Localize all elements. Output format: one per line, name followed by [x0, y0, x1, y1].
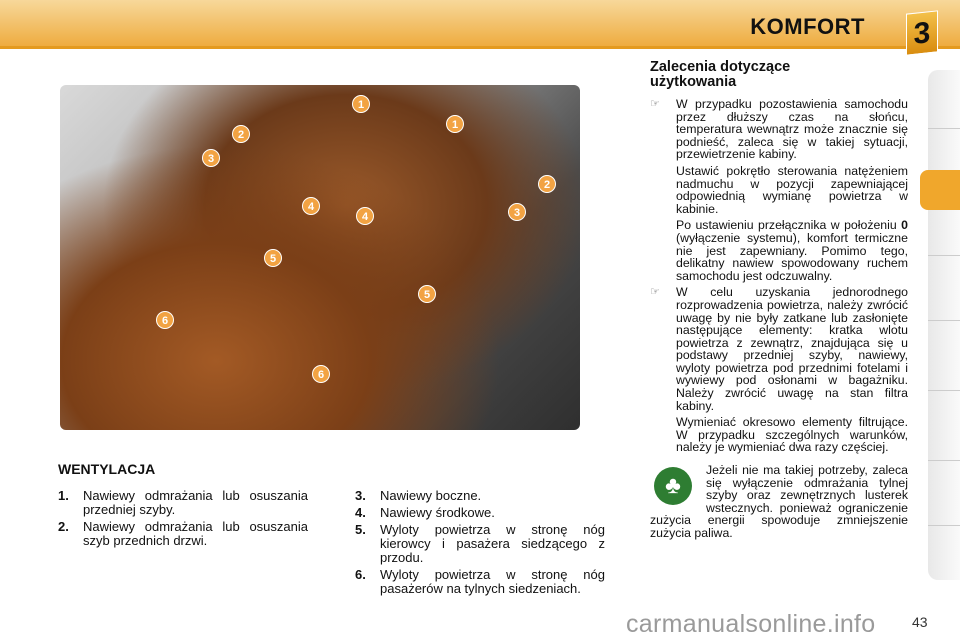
paragraph — [650, 219, 908, 282]
page-number: 43 — [912, 614, 928, 630]
vent-marker: 6 — [156, 311, 174, 329]
list-item: 6. Wyloty powietrza w stronę nóg pasażerów na tylnych siedzeniach. — [355, 567, 605, 596]
bullet-text: W przypadku pozostawienia samochodu przez dłuższy czas na słońcu, temperatura wewnątrz może znacznie się podnieść, zaleca się w takiej sytuacji, przewietrzenie kabiny. — [676, 97, 908, 162]
bullet-text: W celu uzyskania jednorodnego rozprowadzenia powietrza, należy zwrócić uwagę by nie były zatkane lub zasłonięte następujące elementy: kratka wlotu powietrza z zewnątrz, znajdująca się u podstawy przedniej szyby, nawiewy, wyloty powietrza pod przednimi fotelami i wywiewy pod osłonami w bagażniku. Należy zwrócić uwagę na stan filtra kabiny. — [676, 285, 908, 413]
vent-list-right — [355, 489, 605, 599]
pointing-hand-icon: ☞ — [650, 98, 660, 110]
recommendations-column — [650, 60, 908, 540]
list-item: 2. Nawiewy odmrażania lub osuszania szyb przednich drzwi. — [58, 519, 308, 548]
tree-eco-icon: ♣ — [654, 467, 692, 505]
paragraph: Wymieniać okresowo elementy filtrujące. W przypadku szczególnych warunków, należy je wymieniać dwa razy częściej. — [676, 415, 908, 455]
vent-marker: 5 — [264, 249, 282, 267]
section-heading: Zalecenia dotyczące użytkowania — [650, 59, 791, 90]
chapter-tab-active[interactable] — [920, 170, 960, 210]
vent-marker: 5 — [418, 285, 436, 303]
vent-marker: 2 — [538, 175, 556, 193]
vent-marker: 1 — [352, 95, 370, 113]
paragraph: Ustawić pokrętło sterowania natężeniem nadmuchu w pozycji zapewniającej odpowiednią wymianę powietrza w kabinie. — [676, 163, 908, 216]
vent-marker: 6 — [312, 365, 330, 383]
text: Po ustawieniu przełącznika w położeniu — [676, 218, 897, 233]
chapter-tabs — [928, 70, 960, 580]
vent-list-left — [58, 489, 308, 551]
text-bold: 0 — [901, 218, 909, 233]
car-interior-illustration — [60, 85, 580, 430]
vent-marker: 3 — [508, 203, 526, 221]
pointing-hand-icon: ☞ — [650, 286, 660, 299]
chapter-title: KOMFORT — [750, 14, 865, 39]
list-item: 5. Wyloty powietrza w stronę nóg kierowcy i pasażera siedzącego z przodu. — [355, 522, 605, 565]
vent-marker: 1 — [446, 115, 464, 133]
text: (wyłączenie systemu), komfort termiczne nie jest zapewniany. Pomimo tego, delikatny nawiew spowodowany ruchem samochodu jest odczuwalny. — [676, 230, 908, 283]
vent-marker: 4 — [302, 197, 320, 215]
recommendations-text — [650, 98, 908, 454]
watermark: carmanualsonline.info — [626, 610, 876, 638]
eco-note-text: Jeżeli nie ma takiej potrzeby, zaleca się wyłączenie odmrażania tylnej szyby oraz zewnętrznych lusterek wstecznych. ponieważ ograniczenie zużycia energii spowoduje zmniejszenie zużycia paliwa. — [650, 463, 908, 540]
list-item: 3. Nawiewy boczne. — [355, 488, 482, 503]
vent-marker: 2 — [232, 125, 250, 143]
ventilation-heading: WENTYLACJA — [58, 461, 156, 477]
eco-note — [650, 464, 908, 540]
header-divider — [0, 46, 960, 49]
list-item: 4. Nawiewy środkowe. — [355, 505, 495, 520]
list-item: 1. Nawiewy odmrażania lub osuszania przedniej szyby. — [58, 488, 308, 517]
vent-marker: 4 — [356, 207, 374, 225]
vent-marker: 3 — [202, 149, 220, 167]
chapter-number: 3 — [906, 10, 938, 55]
